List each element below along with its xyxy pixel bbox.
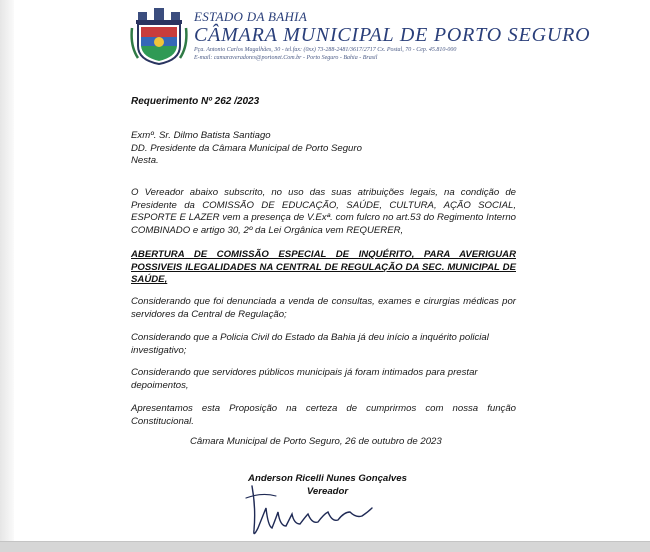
viewer-bottom-bar bbox=[0, 541, 650, 552]
municipal-crest-icon bbox=[130, 6, 188, 66]
signer-block bbox=[240, 473, 415, 498]
letterhead-state: ESTADO DA BAHIA bbox=[194, 9, 308, 24]
addressee-location: Nesta. bbox=[131, 155, 159, 167]
signer-name: Anderson Ricelli Nunes Gonçalves bbox=[248, 473, 407, 484]
addressee-title: DD. Presidente da Câmara Municipal de Porto Seguro bbox=[131, 142, 362, 154]
closing-paragraph: Apresentamos esta Proposição na certeza de cumprirmos com nossa função Constitucional. bbox=[131, 403, 516, 427]
letterhead-chamber: CÂMARA MUNICIPAL DE PORTO SEGURO bbox=[194, 24, 591, 46]
signer-role: Vereador bbox=[306, 485, 349, 497]
addressee-name: Exmº. Sr. Dilmo Batista Santiago bbox=[131, 130, 271, 141]
addressee-block bbox=[131, 130, 362, 168]
letterhead bbox=[130, 6, 591, 68]
consideration-paragraph-2: Considerando que a Policia Civil do Estado da Bahia já deu início a inquérito policial investigativo; bbox=[131, 332, 489, 356]
consideration-paragraph-1: Considerando que foi denunciada a venda de consultas, exames e cirurgias médicas por servidores da Central de Regulação; bbox=[131, 296, 516, 320]
subject-heading: ABERTURA DE COMISSÃO ESPECIAL DE INQUÉRITO, PARA AVERIGUAR POSSIVEIS ILEGALIDADES NA CENTRAL DE REGULAÇÃO DA SEC. MUNICIPAL DE SAÚDE, bbox=[131, 249, 516, 286]
letterhead-address: Pça. Antonio Carlos Magalhães, 30 - tel.fax: (0xx) 73-288-2481/3617/2717 Cx. Postal, 70 - Cep. 45.810-000 bbox=[194, 47, 457, 53]
letterhead-email: E-mail: camaraveradores@portonet.Com.br - Porto Seguro - Bahia - Brasil bbox=[194, 55, 378, 61]
scan-edge bbox=[0, 0, 14, 541]
request-title: Requerimento Nº 262 /2023 bbox=[131, 96, 260, 107]
intro-paragraph: O Vereador abaixo subscrito, no uso das suas atribuições legais, na condição de Presidente da COMISSÃO DE EDUCAÇÃO, SAÚDE, CULTURA, AÇÃO SOCIAL, ESPORTE E LAZER vem a presença de V.Exª. com fulcro no art.53 do Regimento Interno COMBINADO e artigo 30, 2º da Lei Orgânica vem REQUERER, bbox=[131, 187, 516, 236]
city-date: Câmara Municipal de Porto Seguro, 26 de outubro de 2023 bbox=[190, 436, 442, 447]
consideration-paragraph-3: Considerando que servidores públicos municipais já foram intimados para prestar depoimentos, bbox=[131, 367, 478, 391]
